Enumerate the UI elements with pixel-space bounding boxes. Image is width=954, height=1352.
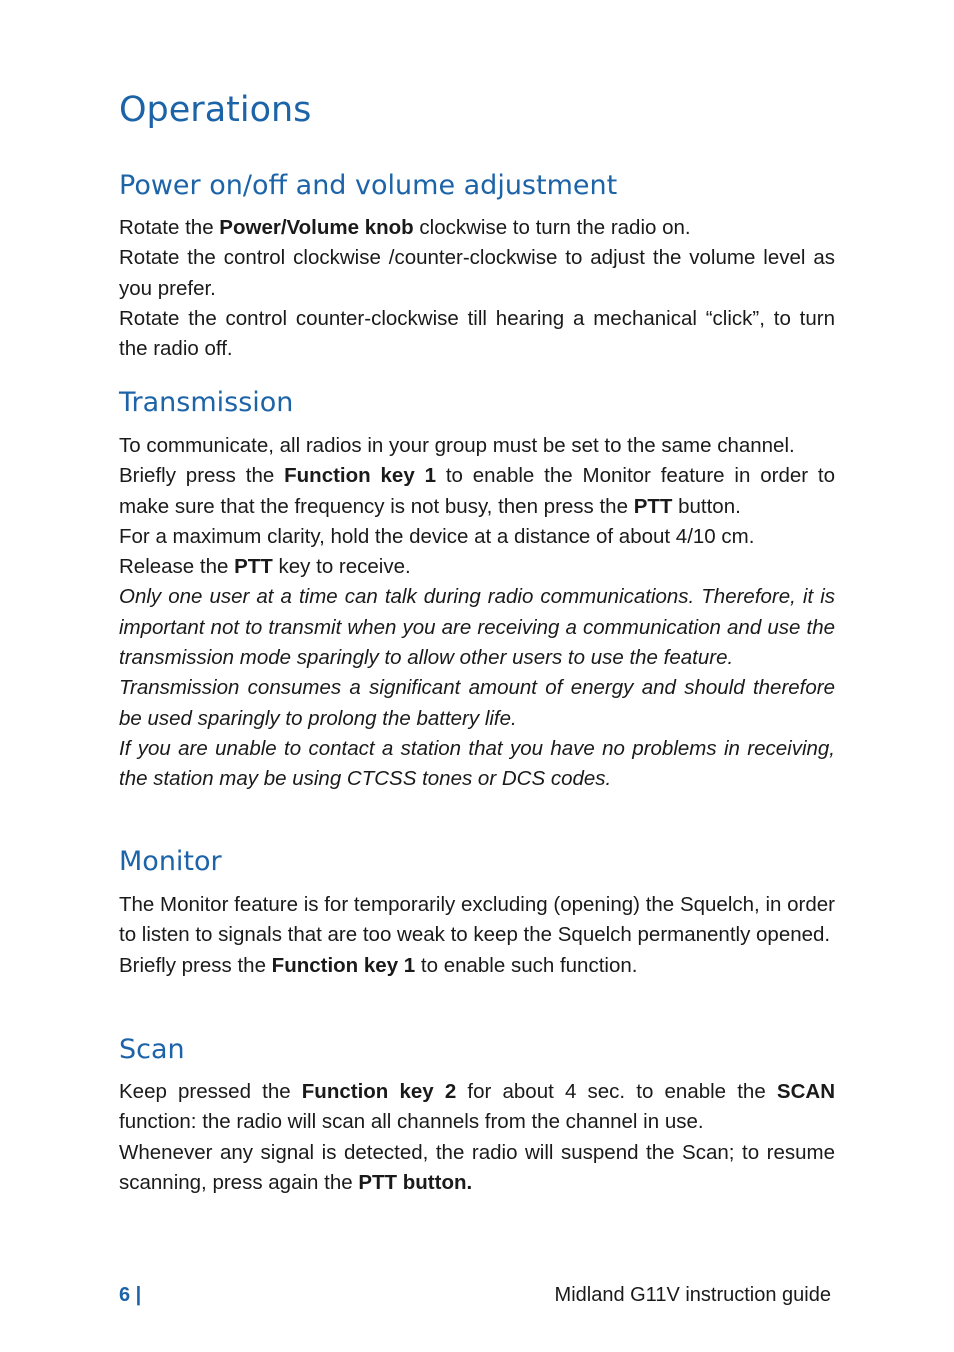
transmission-body	[119, 431, 835, 795]
power-heading: Power on/off and volume adjustment	[119, 170, 618, 201]
transmission-note-1: Only one user at a time can talk during radio communications. Therefore, it is important not to transmit when you are receiving a communication and use the transmission mode sparingly to allow other users to use the feature.	[119, 585, 835, 670]
power-paragraph-3: Rotate the control counter-clockwise till hearing a mechanical “click”, to turn the radio off.	[119, 306, 835, 361]
transmission-note-2: Transmission consumes a significant amount of energy and should therefore be used sparingly to prolong the battery life.	[119, 676, 835, 730]
monitor-paragraph-1: The Monitor feature is for temporarily excluding (opening) the Squelch, in order to listen to signals that are too weak to keep the Squelch permanently opened.	[119, 893, 835, 947]
scan-body	[119, 1077, 835, 1198]
power-body	[119, 213, 835, 364]
monitor-paragraph-2: Briefly press the Function key 1 to enable such function.	[119, 953, 638, 977]
transmission-heading: Transmission	[119, 387, 294, 418]
scan-paragraph-1: Keep pressed the Function key 2 for about 4 sec. to enable the SCAN function: the radio will scan all channels from the channel in use.	[119, 1080, 835, 1134]
transmission-note-3: If you are unable to contact a station that you have no problems in receiving, the station may be using CTCSS tones or DCS codes.	[119, 736, 835, 791]
footer-guide-title: Midland G11V instruction guide	[554, 1284, 831, 1306]
monitor-body	[119, 890, 835, 981]
transmission-paragraph-2: Briefly press the Function key 1 to enable the Monitor feature in order to make sure that the frequency is not busy, then press the PTT button.	[119, 464, 836, 518]
transmission-paragraph-3: For a maximum clarity, hold the device at a distance of about 4/10 cm.	[119, 524, 755, 548]
power-paragraph-1: Rotate the Power/Volume knob clockwise to turn the radio on.	[119, 216, 691, 239]
scan-heading: Scan	[119, 1034, 185, 1065]
scan-paragraph-2: Whenever any signal is detected, the radio will suspend the Scan; to resume scanning, press again the PTT button.	[119, 1140, 835, 1194]
page-number: 6 |	[119, 1284, 142, 1306]
monitor-heading: Monitor	[119, 846, 222, 877]
transmission-paragraph-4: Release the PTT key to receive.	[119, 555, 411, 579]
transmission-paragraph-1: To communicate, all radios in your group must be set to the same channel.	[119, 434, 795, 457]
page-title: Operations	[119, 90, 312, 130]
power-paragraph-2: Rotate the control clockwise /counter-clockwise to adjust the volume level as you prefer.	[119, 246, 835, 300]
